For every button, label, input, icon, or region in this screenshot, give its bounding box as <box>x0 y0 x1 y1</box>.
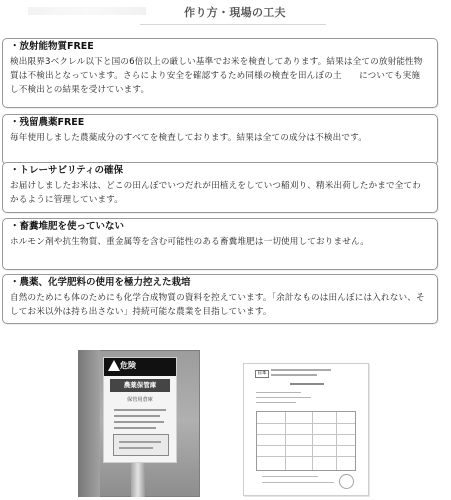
report-table <box>256 411 356 471</box>
section-radioactive-free <box>2 38 438 108</box>
report-table-column-line <box>336 412 337 470</box>
faint-header-decoration <box>28 7 146 15</box>
pesticide-storage-photo <box>78 350 200 497</box>
page-title: 作り方・現場の工夫 <box>184 6 286 19</box>
section-pesticide-residue-free <box>2 114 438 165</box>
sign-info-box <box>113 434 169 456</box>
sign-text-line <box>114 421 164 423</box>
report-footer-line <box>262 476 318 477</box>
section-title-radioactive-free: ・放射能物質FREE <box>10 41 94 52</box>
danger-header <box>104 358 176 376</box>
report-table-column-line <box>312 412 313 470</box>
report-header-line <box>271 374 317 376</box>
report-header-line <box>271 369 331 371</box>
section-title-pesticide-residue-free: ・残留農薬FREE <box>10 117 85 128</box>
section-no-manure-compost <box>2 218 438 270</box>
sign-text-line <box>114 427 156 429</box>
section-reduced-chemicals <box>2 274 438 324</box>
report-table-row-line <box>257 445 355 446</box>
stamp-icon <box>339 474 354 489</box>
section-body-pesticide-residue-free: 毎年使用しました農薬成分のすべてを検査しております。結果は全ての成分は不検出です。 <box>10 133 367 143</box>
report-table-row-line <box>257 434 355 435</box>
section-title-reduced-chemicals: ・農薬、化学肥料の使用を極力控えた栽培 <box>10 277 191 288</box>
report-meta-line <box>256 397 311 398</box>
section-body-radioactive-free: 検出限界3ベクレル以下と国の6倍以上の厳しい基準でお米を検査してあります。結果は全ての放射能性物質は不検出となっています。さらにより安全を確認するため同様の検査を田んぼの土 についても実施し不検出との結果を受けています。 <box>10 57 423 95</box>
sign-header-text: 農薬保管庫 <box>123 381 157 389</box>
section-body-traceability: お届けしましたお米は、どこの田んぼでいつだれが田植えをしていつ稲刈り、精米出荷したかまで全てわかるように管理しています。 <box>10 181 421 205</box>
sign-caption: 保管用倉庫 <box>127 397 153 403</box>
section-body-no-manure-compost: ホルモン剤や抗生物質、重金属等を含む可能性のある畜糞堆肥は一切使用しておりません。 <box>10 237 370 247</box>
report-table-row-line <box>257 456 355 457</box>
photo-wall-shadow <box>78 350 100 497</box>
sign-text-line <box>114 415 160 417</box>
section-title-no-manure-compost: ・畜糞堆肥を使っていない <box>10 221 125 232</box>
danger-label: 危険 <box>120 361 136 370</box>
report-title-line <box>290 383 324 385</box>
title-underline <box>140 24 326 25</box>
report-logo: 日本 <box>255 370 269 378</box>
sign-header-band <box>110 379 170 392</box>
report-table-column-line <box>285 412 286 470</box>
report-table-row-line <box>257 423 355 424</box>
inspection-report-image <box>243 363 369 496</box>
report-meta-line <box>256 392 301 393</box>
report-footer-line <box>262 482 334 483</box>
report-meta-line <box>256 402 296 403</box>
section-traceability <box>2 162 438 213</box>
section-body-reduced-chemicals: 自然のためにも体のためにも化学合成物質の資料を控えています。「余計なものは田んぼには入れない、そしてお米以外は持ち出さない」持続可能な農業を目指しています。 <box>10 293 425 317</box>
sign-text-line <box>114 409 166 411</box>
section-title-traceability: ・トレーサビリティの確保 <box>10 165 124 176</box>
warning-icon <box>108 360 120 371</box>
warning-sign <box>104 358 176 462</box>
